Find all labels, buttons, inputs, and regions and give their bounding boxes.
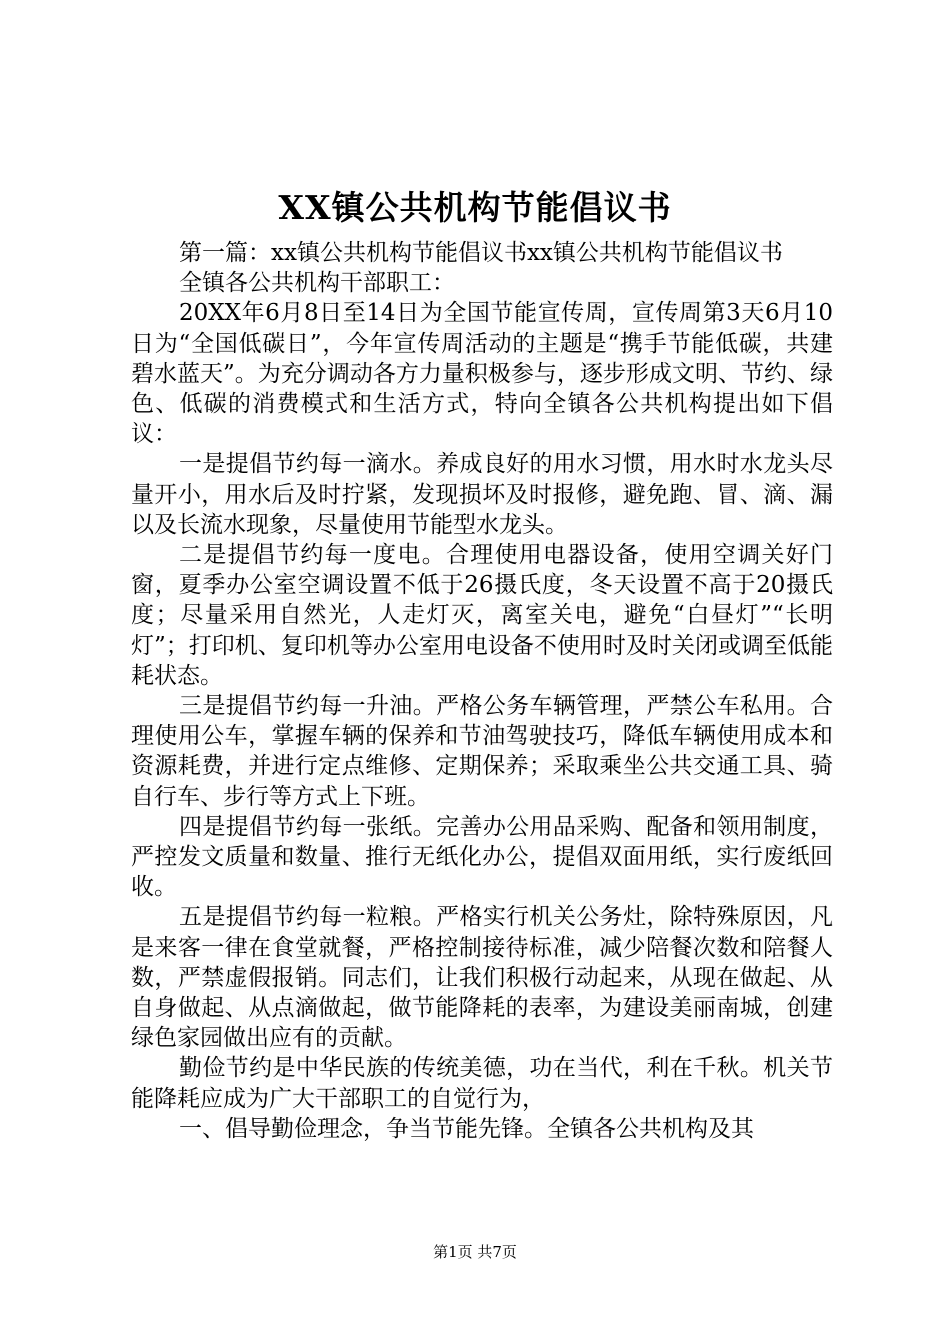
paragraph-virtue: 勤俭节约是中华民族的传统美德，功在当代，利在千秋。机关节能降耗应成为广大干部职工的自觉行为， [131,1055,833,1112]
paragraph-oil: 三是提倡节约每一升油。严格公务车辆管理，严禁公车私用。合理使用公车，掌握车辆的保养和节油驾驶技巧，降低车辆使用成本和资源耗费，并进行定点维修、定期保养；采取乘坐公共交通工具、骑自行车、步行等方式上下班。 [131,693,833,810]
paragraph-paper: 四是提倡节约每一张纸。完善办公用品采购、配备和领用制度，严控发文质量和数量、推行无纸化办公，提倡双面用纸，实行废纸回收。 [131,813,833,901]
paragraph-electricity: 二是提倡节约每一度电。合理使用电器设备，使用空调关好门窗，夏季办公室空调设置不低于26摄氏度，冬天设置不高于20摄氏度；尽量采用自然光，人走灯灭，离室关电，避免“白昼灯”“长明灯”；打印机、复印机等办公室用电设备不使用时及时关闭或调至低能耗状态。 [131,542,833,689]
paragraph-grain: 五是提倡节约每一粒粮。严格实行机关公务灶，除特殊原因，凡是来客一律在食堂就餐，严格控制接待标准，减少陪餐次数和陪餐人数，严禁虚假报销。同志们，让我们积极行动起来，从现在做起、从自身做起、从点滴做起，做节能降耗的表率，为建设美丽南城，创建绿色家园做出应有的贡献。 [131,904,833,1052]
document-title: XX镇公共机构节能倡议书 [278,188,672,227]
page-footer: 第1页 共7页 [433,1243,517,1261]
paragraph-first-point: 一、倡导勤俭理念，争当节能先锋。全镇各公共机构及其 [179,1115,754,1142]
paragraph-intro: 20XX年6月8日至14日为全国节能宣传周，宣传周第3天6月10日为“全国低碳日”，今年宣传周活动的主题是“携手节能低碳，共建碧水蓝天”。为充分调动各方力量积极参与，逐步形成文明、节约、绿色、低碳的消费模式和生活方式，特向全镇各公共机构提出如下倡议： [131,300,833,448]
paragraph-section-heading: 第一篇：xx镇公共机构节能倡议书xx镇公共机构节能倡议书 [179,240,783,266]
document-body [131,238,833,1144]
paragraph-salutation: 全镇各公共机构干部职工： [179,270,455,297]
paragraph-water: 一是提倡节约每一滴水。养成良好的用水习惯，用水时水龙头尽量开小，用水后及时拧紧，发现损坏及时报修，避免跑、冒、滴、漏以及长流水现象，尽量使用节能型水龙头。 [131,451,833,538]
